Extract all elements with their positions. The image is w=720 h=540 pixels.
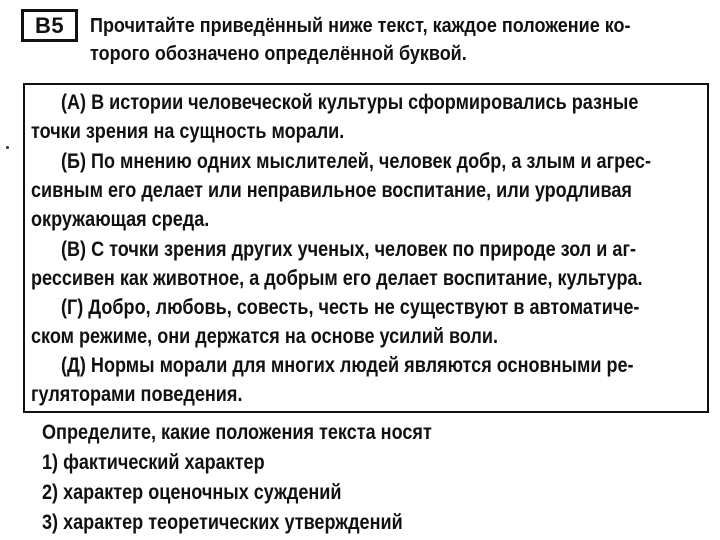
passage-line: точки зрения на сущность морали.	[31, 120, 345, 143]
passage-line: рессивен как животное, а добрым его делает воспитание, культура.	[31, 267, 643, 290]
passage-line: (В) С точки зрения других ученых, человек по природе зол и аг-	[61, 238, 636, 261]
passage-line: (Г) Добро, любовь, совесть, честь не существуют в автоматиче-	[61, 296, 640, 319]
passage-line: (Д) Нормы морали для многих людей являются основными ре-	[61, 354, 634, 377]
task-number-badge: В5	[21, 9, 78, 42]
answer-option: 2) характер оценочных суждений	[42, 481, 342, 504]
passage-box	[23, 83, 709, 413]
passage-line: сивным его делает или неправильное воспитание, или уродливая	[31, 179, 632, 202]
passage-line: гуляторами поведения.	[31, 383, 243, 406]
passage-line: окружающая среда.	[31, 208, 210, 231]
task-instruction	[90, 12, 711, 68]
passage-line: (Б) По мнению одних мыслителей, человек добр, а злым и агрес-	[61, 150, 652, 173]
task-instruction-line: Прочитайте приведённый ниже текст, каждое положение ко-	[90, 15, 631, 37]
passage-line: ском режиме, они держатся на основе усилий воли.	[31, 325, 498, 348]
task-instruction-line: торого обозначено определённой буквой.	[90, 43, 467, 65]
answer-option: 3) характер теоретических утверждений	[42, 511, 403, 534]
question-prompt: Определите, какие положения текста носят	[42, 421, 432, 444]
passage-line: (А) В истории человеческой культуры сформировались разные	[61, 91, 639, 114]
scan-speck	[6, 146, 9, 149]
answer-option: 1) фактический характер	[42, 451, 265, 474]
